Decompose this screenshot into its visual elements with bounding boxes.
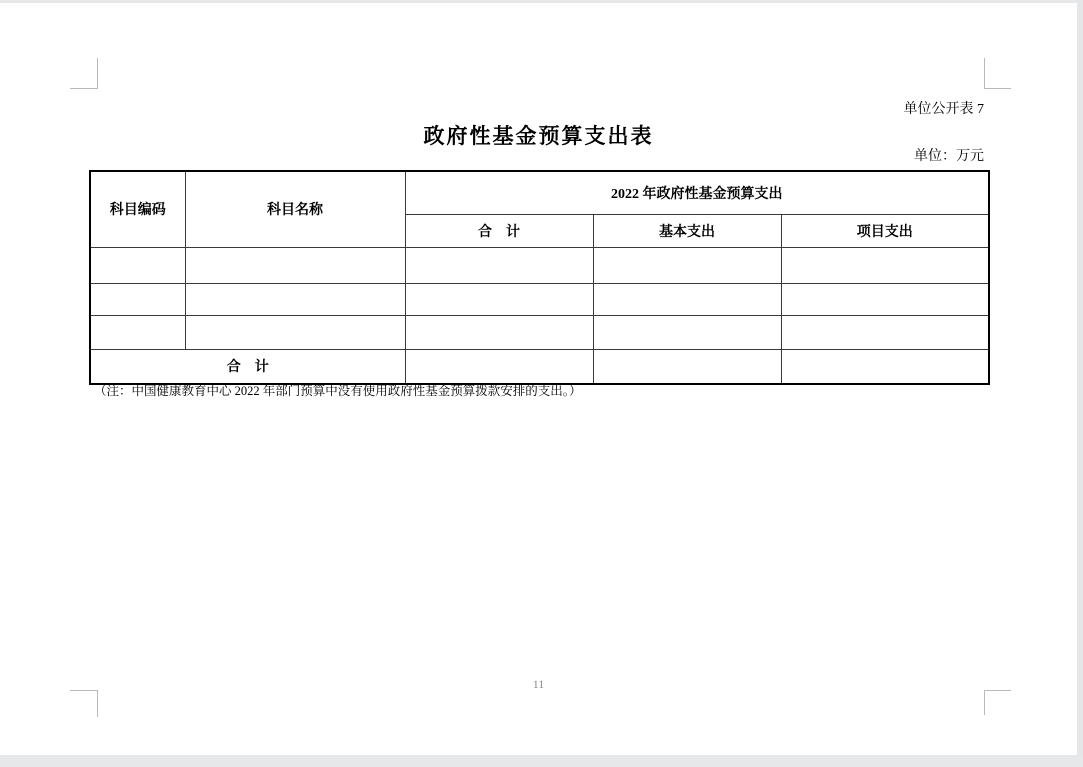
total-cell-project xyxy=(781,349,989,384)
table-row-empty xyxy=(90,315,989,349)
page-title: 政府性基金预算支出表 xyxy=(423,124,654,148)
table-header-row-1 xyxy=(90,171,989,214)
budget-table xyxy=(89,170,990,385)
table-cell-empty xyxy=(781,315,989,349)
table-row-empty xyxy=(90,283,989,315)
table-cell-empty xyxy=(781,247,989,283)
table-row-empty xyxy=(90,247,989,283)
margin-crop-mark-top-right xyxy=(984,58,1011,89)
total-cell-total xyxy=(405,349,593,384)
table-cell-empty xyxy=(185,315,405,349)
table-cell-empty xyxy=(185,247,405,283)
margin-crop-mark-bottom-left xyxy=(70,690,98,717)
window-edge-top xyxy=(0,0,1083,3)
header-cell-group: 2022 年政府性基金预算支出 xyxy=(405,171,989,214)
table-cell-empty xyxy=(593,283,781,315)
table-cell-empty xyxy=(90,247,185,283)
total-cell-basic xyxy=(593,349,781,384)
unit-label: 单位：万元 xyxy=(914,149,984,164)
page-number: 11 xyxy=(532,677,545,691)
window-edge-bottom xyxy=(0,755,1083,767)
header-cell-subject-code: 科目编码 xyxy=(90,171,185,247)
table-cell-empty xyxy=(781,283,989,315)
table-cell-empty xyxy=(405,247,593,283)
header-cell-subject-name: 科目名称 xyxy=(185,171,405,247)
table-cell-empty xyxy=(405,315,593,349)
table-cell-empty xyxy=(405,283,593,315)
table-cell-empty xyxy=(593,247,781,283)
table-cell-empty xyxy=(90,315,185,349)
header-cell-project: 项目支出 xyxy=(781,214,989,247)
margin-crop-mark-top-left xyxy=(70,58,98,89)
total-row-label: 合 计 xyxy=(90,349,405,384)
window-edge-right xyxy=(1077,0,1083,767)
footnote: （注：中国健康教育中心 2022 年部门预算中没有使用政府性基金预算拨款安排的支出。） xyxy=(94,384,582,398)
table-cell-empty xyxy=(185,283,405,315)
table-total-row xyxy=(90,349,989,384)
budget-table-body xyxy=(90,171,989,384)
table-cell-empty xyxy=(90,283,185,315)
header-cell-total: 合 计 xyxy=(405,214,593,247)
doc-label: 单位公开表 7 xyxy=(903,102,984,117)
table-cell-empty xyxy=(593,315,781,349)
margin-crop-mark-bottom-right xyxy=(984,690,1011,715)
header-cell-basic: 基本支出 xyxy=(593,214,781,247)
